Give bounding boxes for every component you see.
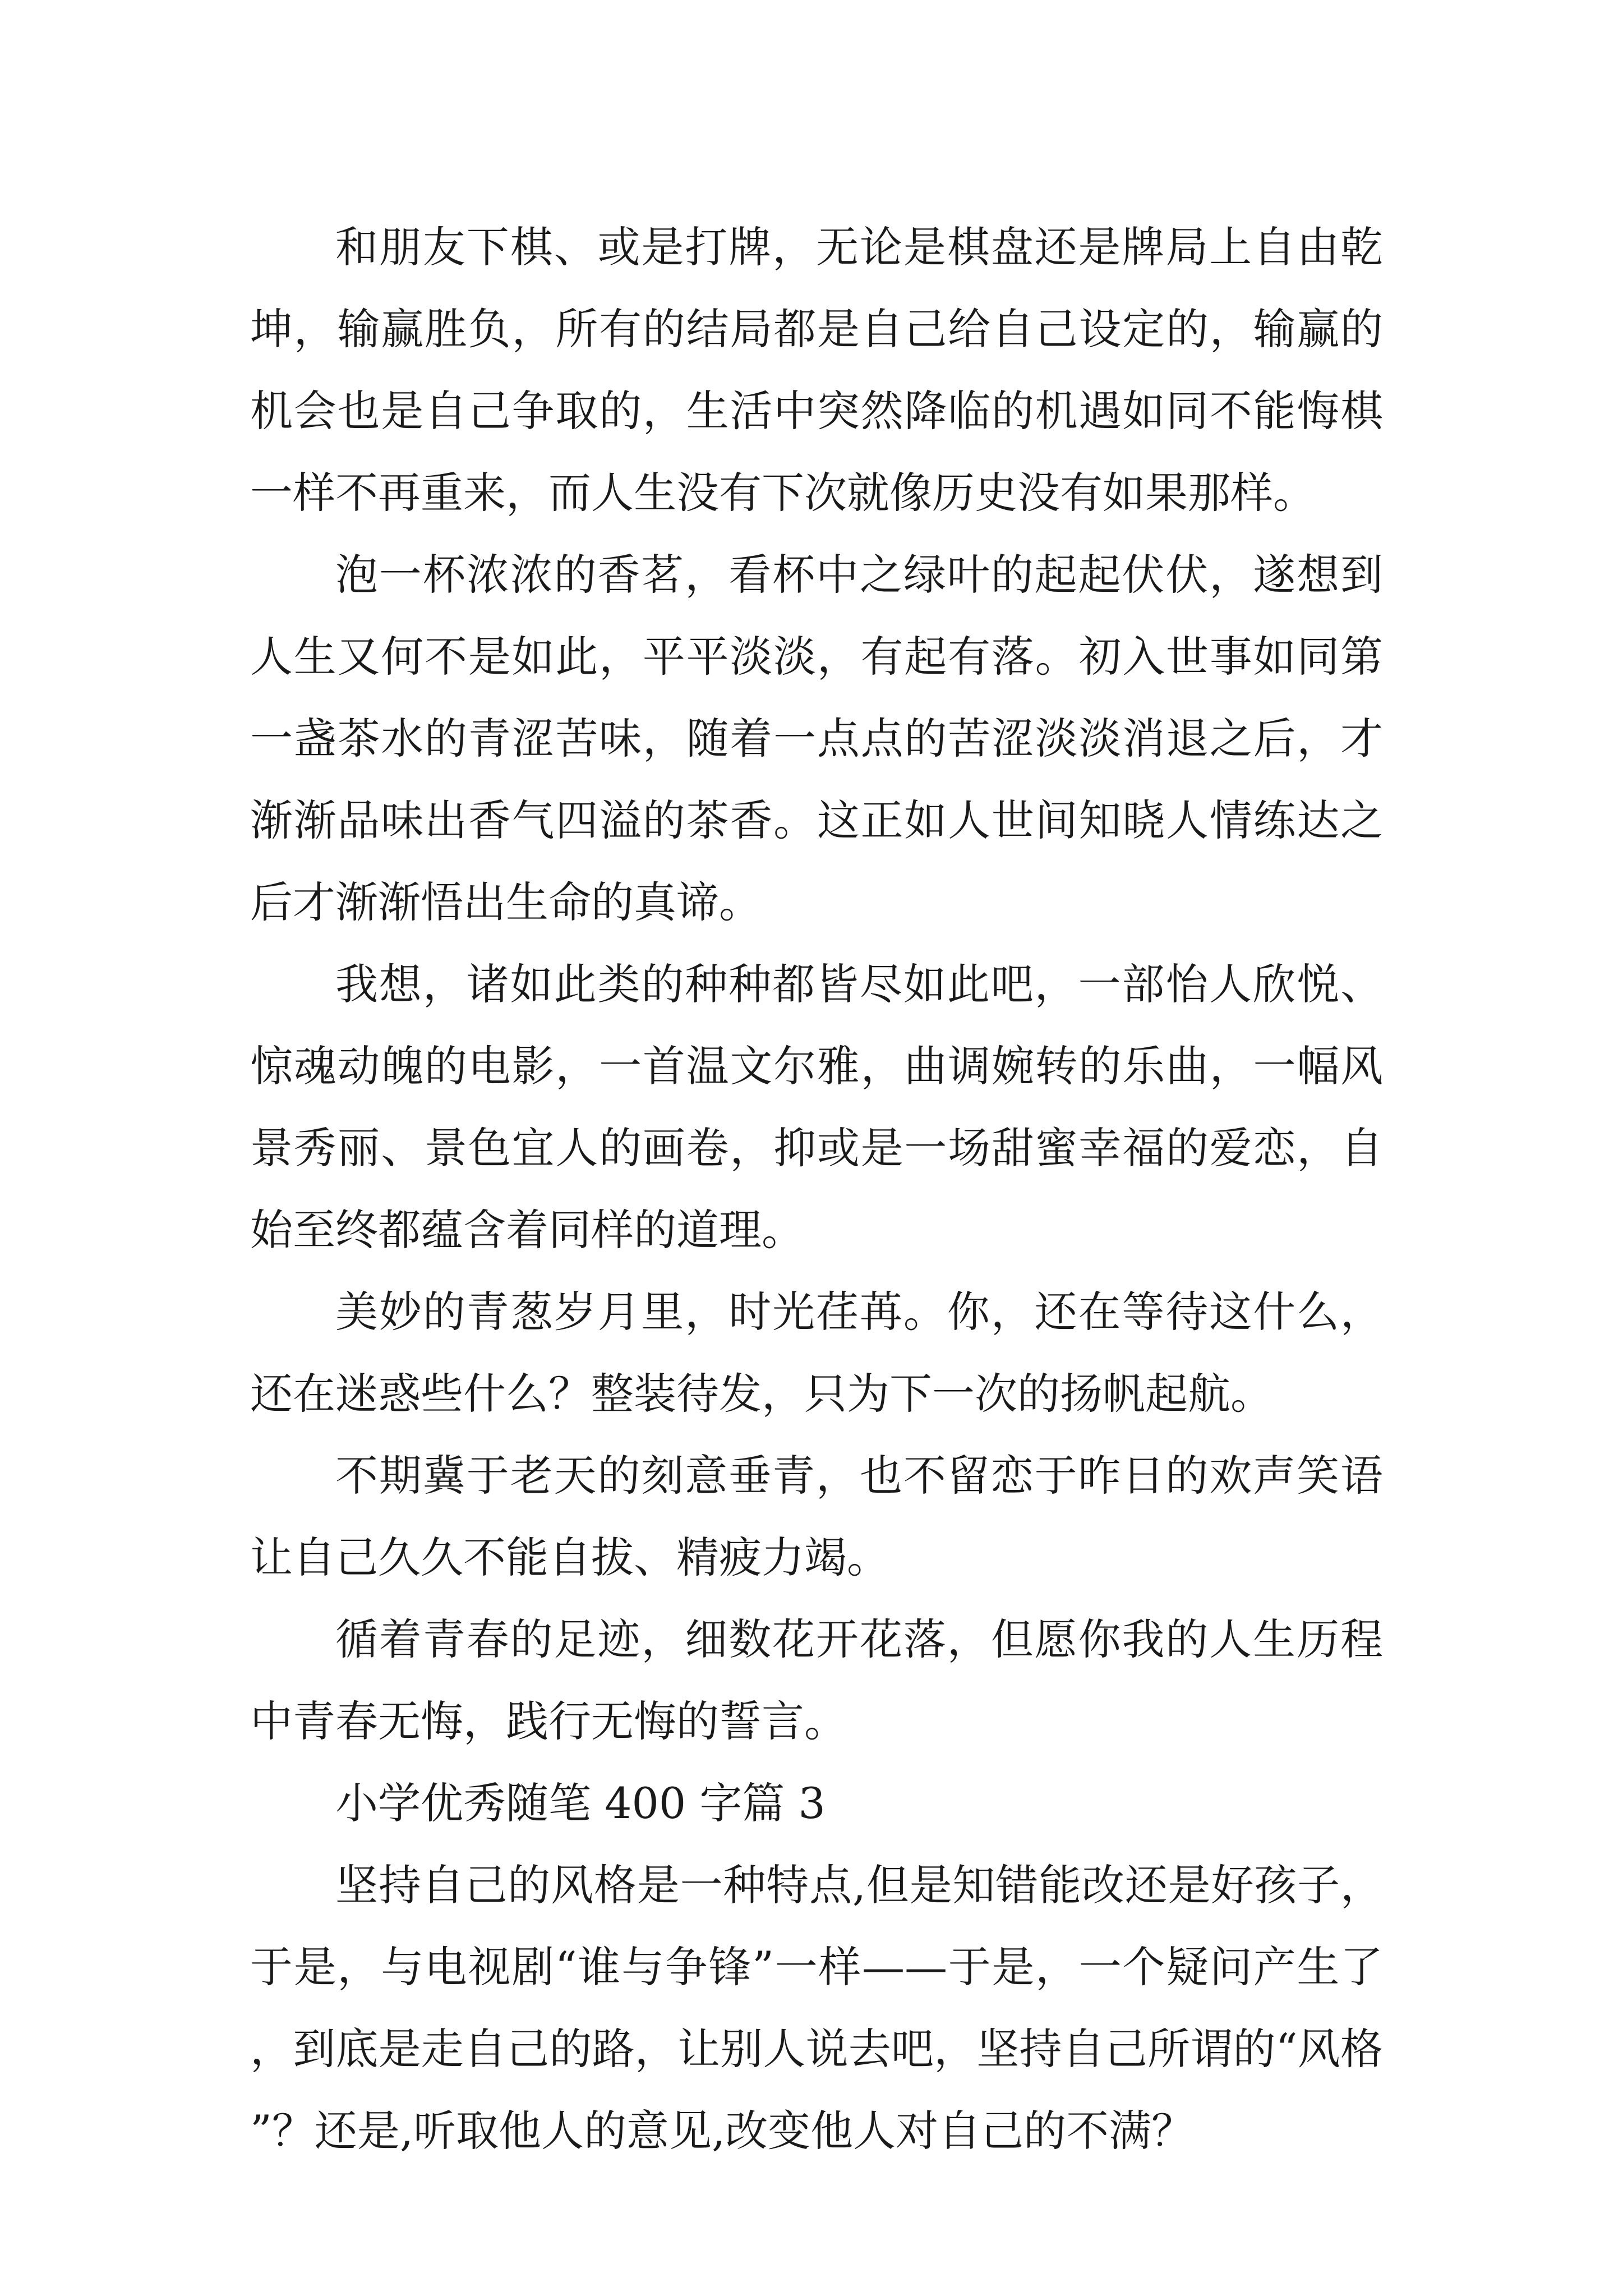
paragraph-7: 坚持自己的风格是一种特点,但是知错能改还是好孩子，于是，与电视剧“谁与争锋”一样——于是，一个疑问产生了，到底是走自己的路，让别人说去吧，坚持自己所谓的“风格”？还是,听取他人的意见,改变他人对自己的不满？	[250, 1860, 1383, 2156]
section-heading: 小学优秀随笔 400 字篇 3	[335, 1778, 826, 1828]
paragraph-4: 美妙的青葱岁月里，时光荏苒。你，还在等待这什么，还在迷惑些什么？整装待发，只为下一次的扬帆起航。	[250, 1287, 1383, 1419]
document-body	[250, 206, 1383, 2172]
paragraph-3: 我想，诸如此类的种种都皆尽如此吧，一部怡人欣悦、惊魂动魄的电影，一首温文尔雅，曲调婉转的乐曲，一幅风景秀丽、景色宜人的画卷，抑或是一场甜蜜幸福的爱恋，自始至终都蕴含着同样的道理。	[250, 959, 1383, 1255]
paragraph-2: 泡一杯浓浓的香茗，看杯中之绿叶的起起伏伏，遂想到人生又何不是如此，平平淡淡，有起有落。初入世事如同第一盏茶水的青涩苦味，随着一点点的苦涩淡淡消退之后，才渐渐品味出香气四溢的茶香。这正如人世间知晓人情练达之后才渐渐悟出生命的真谛。	[250, 550, 1383, 927]
paragraph-6: 循着青春的足迹，细数花开花落，但愿你我的人生历程中青春无悔，践行无悔的誓言。	[250, 1614, 1383, 1746]
paragraph-1: 和朋友下棋、或是打牌，无论是棋盘还是牌局上自由乾坤，输赢胜负，所有的结局都是自己给自己设定的，输赢的机会也是自己争取的，生活中突然降临的机遇如同不能悔棋一样不再重来，而人生没有下次就像历史没有如果那样。	[250, 222, 1383, 518]
paragraph-5: 不期冀于老天的刻意垂青，也不留恋于昨日的欢声笑语让自己久久不能自拔、精疲力竭。	[250, 1451, 1383, 1582]
